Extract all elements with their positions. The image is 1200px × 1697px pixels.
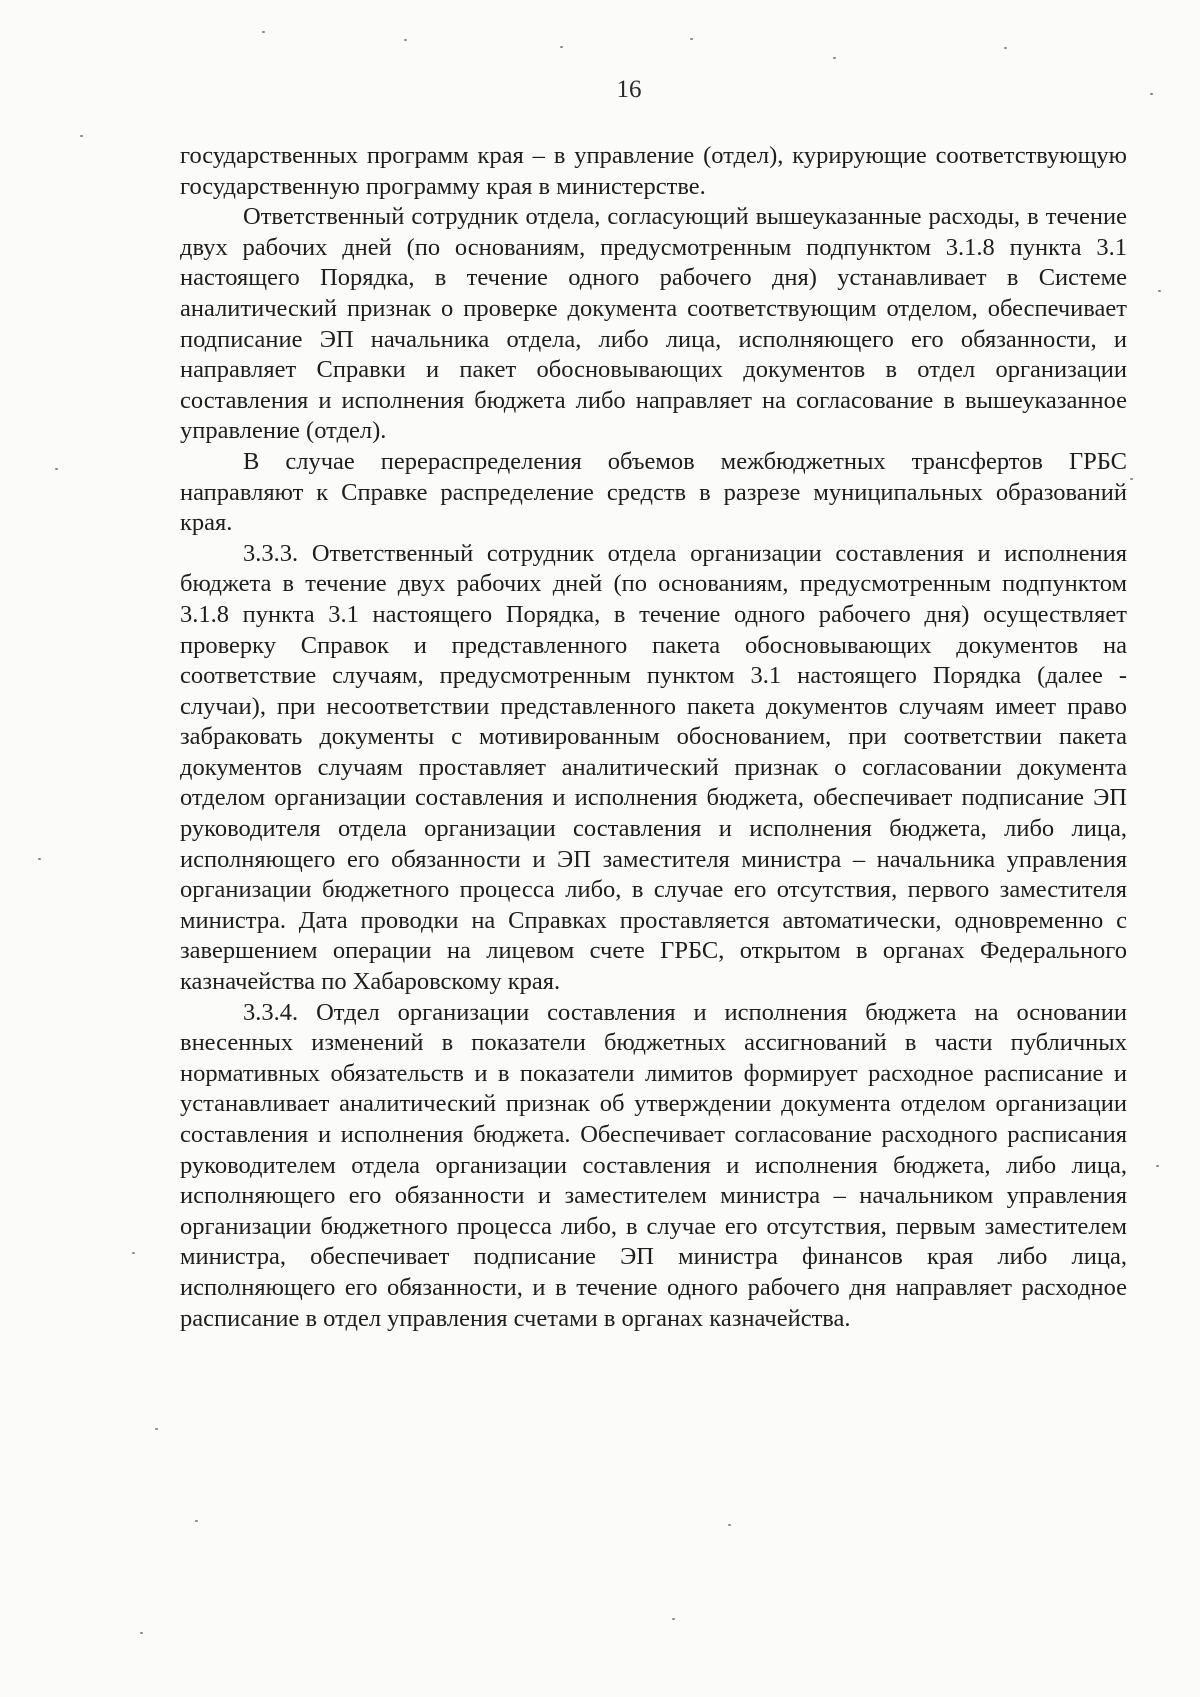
scan-speck: [1156, 1165, 1159, 1167]
scan-speck: [55, 468, 58, 470]
scan-speck: [560, 46, 563, 48]
paragraph: В случае перераспределения объемов межбюджетных трансфертов ГРБС направляют к Справке распределение средств в разрезе муниципальных образований края.: [180, 447, 1127, 537]
paragraph: государственных программ края – в управление (отдел), курирующие соответствующую государственную программу края в министерстве.: [180, 142, 1127, 200]
scan-speck: [195, 1520, 198, 1522]
page-number: 16: [616, 76, 642, 103]
scan-speck: [1158, 290, 1161, 292]
scan-speck: [672, 1618, 675, 1620]
scan-speck: [728, 1524, 731, 1526]
scan-speck: [690, 38, 693, 40]
scan-speck: [833, 57, 836, 59]
document-body: [180, 141, 1127, 1334]
scan-speck: [155, 1428, 158, 1430]
scan-speck: [38, 858, 41, 860]
paragraph-section-3-3-4: 3.3.4. Отдел организации составления и исполнения бюджета на основании внесенных изменений в показатели бюджетных ассигнований в части публичных нормативных обязательств и в показатели лимитов формирует расходное расписание и устанавливает аналитический признак об утверждении документа отделом организации составления и исполнения бюджета. Обеспечивает согласование расходного расписания руководителем отдела организации составления и исполнения бюджета, либо лица, исполняющего его обязанности и заместителем министра – начальником управления организации бюджетного процесса либо, в случае его отсутствия, первым заместителем министра, обеспечивает подписание ЭП министра финансов края либо лица, исполняющего его обязанности, и в течение одного рабочего дня направляет расходное расписание в отдел управления счетами в органах казначейства.: [180, 998, 1127, 1332]
paragraph: Ответственный сотрудник отдела, согласующий вышеуказанные расходы, в течение двух рабочих дней (по основаниям, предусмотренным подпунктом 3.1.8 пункта 3.1 настоящего Порядка, в течение одного рабочего дня) устанавливает в Системе аналитический признак о проверке документа соответствующим отделом, обеспечивает подписание ЭП начальника отдела, либо лица, исполняющего его обязанности, и направляет Справки и пакет обосновывающих документов в отдел организации составления и исполнения бюджета либо направляет на согласование в вышеуказанное управление (отдел).: [180, 203, 1127, 445]
paragraph-section-3-3-3: 3.3.3. Ответственный сотрудник отдела организации составления и исполнения бюджета в течение двух рабочих дней (по основаниям, предусмотренным подпунктом 3.1.8 пункта 3.1 настоящего Порядка, в течение одного рабочего дня) осуществляет проверку Справок и представленного пакета обосновывающих документов на соответствие случаям, предусмотренным пунктом 3.1 настоящего Порядка (далее - случаи), при несоответствии представленного пакета документов случаям имеет право забраковать документы с мотивированным обоснованием, при соответствии пакета документов случаям проставляет аналитический признак о согласовании документа отделом организации составления и исполнения бюджета, обеспечивает подписание ЭП руководителя отдела организации составления и исполнения бюджета, либо лица, исполняющего его обязанности и ЭП заместителя министра – начальника управления организации бюджетного процесса либо, в случае его отсутствия, первого заместителя министра. Дата проводки на Справках проставляется автоматически, одновременно с завершением операции на лицевом счете ГРБС, открытом в органах Федерального казначейства по Хабаровскому края.: [180, 539, 1127, 996]
scan-speck: [80, 135, 83, 137]
scan-speck: [140, 1632, 143, 1634]
scan-speck: [404, 39, 407, 41]
scan-speck: [132, 1252, 135, 1254]
scan-speck: [1130, 478, 1133, 480]
scan-speck: [1004, 47, 1007, 49]
scan-speck: [262, 31, 265, 33]
